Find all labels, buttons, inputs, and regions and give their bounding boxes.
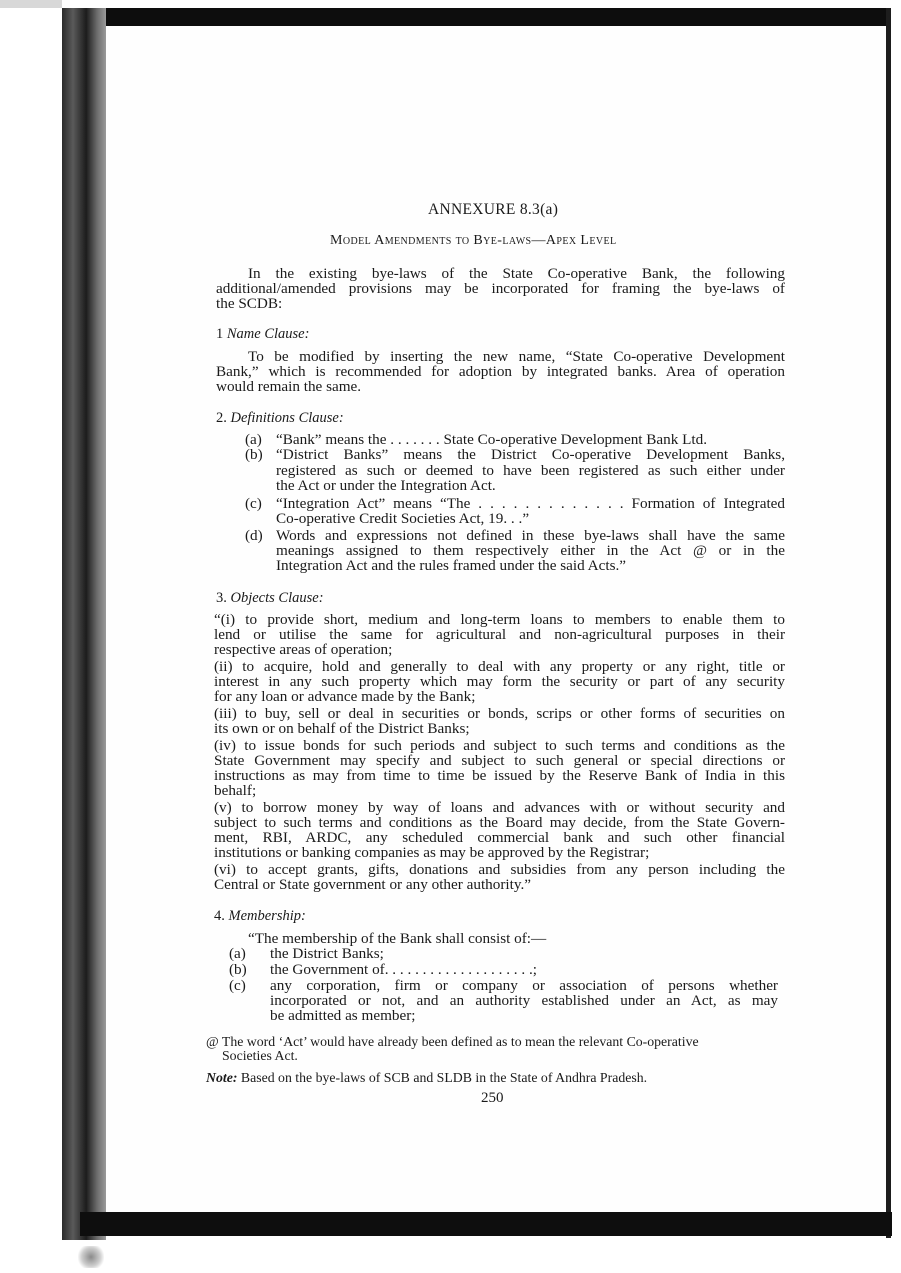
item-label: (a)	[245, 431, 262, 448]
scan-smudge	[78, 1246, 104, 1268]
section-heading: 4. Membership:	[214, 908, 306, 924]
objects-line: “(i) to provide short, medium and long-term loans to members to enable them to	[214, 611, 785, 628]
objects-line: institutions or banking companies as may be approved by the Registrar;	[214, 844, 650, 861]
objects-line: ment, RBI, ARDC, any scheduled commercial bank and such other financial	[214, 829, 785, 846]
item-line: Co-operative Credit Societies Act, 19. . .”	[276, 510, 530, 527]
objects-line: Central or State government or any other authority.”	[214, 876, 532, 893]
item-line: the Act or under the Integration Act.	[276, 477, 496, 494]
section-heading: 3. Objects Clause:	[216, 590, 324, 606]
footnote-at: @ The word ‘Act’ would have already been defined as to mean the relevant Co-operative	[206, 1034, 699, 1049]
section-line: would remain the same.	[216, 378, 362, 395]
objects-line: (ii) to acquire, hold and generally to deal with any property or any right, title or	[214, 658, 785, 675]
item-label: (d)	[245, 527, 263, 544]
section-line: Bank,” which is recommended for adoption by integrated banks. Area of operation	[216, 363, 785, 380]
page-number: 250	[481, 1090, 504, 1106]
footnote-at: Societies Act.	[222, 1048, 298, 1063]
objects-line: (v) to borrow money by way of loans and advances with or without security and	[214, 799, 785, 816]
item-line: “Integration Act” means “The . . . . . . . . . . . . . Formation of Integrated	[276, 495, 785, 512]
scan-border-right	[886, 8, 891, 1238]
item-line: the Government of. . . . . . . . . . . . . . . . . . . .;	[270, 961, 538, 978]
scan-border-bottom	[80, 1212, 892, 1236]
objects-line: State Government may specify and subject to such general or special directions or	[214, 752, 785, 769]
intro-line: In the existing bye-laws of the State Co-operative Bank, the following	[248, 265, 785, 282]
section-heading: 2. Definitions Clause:	[216, 410, 344, 426]
item-line: meanings assigned to them respectively either in the Act @ or in the	[276, 542, 785, 559]
document-subtitle: Model Amendments to Bye-laws—Apex Level	[330, 233, 617, 248]
item-line: Integration Act and the rules framed under the said Acts.”	[276, 557, 627, 574]
item-label: (c)	[245, 495, 262, 512]
intro-line: additional/amended provisions may be incorporated for framing the bye-laws of	[216, 280, 785, 297]
scan-border-top	[70, 8, 890, 26]
item-line: incorporated or not, and an authority established under an Act, as may	[270, 992, 778, 1009]
book-spine-shadow	[62, 8, 106, 1240]
item-label: (b)	[229, 961, 247, 978]
item-line: any corporation, firm or company or association of persons whether	[270, 977, 778, 994]
objects-line: (iv) to issue bonds for such periods and subject to such terms and conditions as the	[214, 737, 785, 754]
objects-line: interest in any such property which may form the security or part of any security	[214, 673, 785, 690]
objects-line: instructions as may from time to time be issued by the Reserve Bank of India in this	[214, 767, 785, 784]
objects-line: behalf;	[214, 782, 257, 799]
objects-line: (vi) to accept grants, gifts, donations and subsidies from any person including the	[214, 861, 785, 878]
objects-line: its own or on behalf of the District Banks;	[214, 720, 470, 737]
scan-edge	[0, 0, 62, 8]
item-line: registered as such or deemed to have been registered as such either under	[276, 462, 785, 479]
objects-line: (iii) to buy, sell or deal in securities or bonds, scrips or other forms of securities on	[214, 705, 785, 722]
item-label: (c)	[229, 977, 246, 994]
objects-line: lend or utilise the same for agricultural and non-agricultural purposes in their	[214, 626, 785, 643]
note-line: Note: Based on the bye-laws of SCB and SLDB in the State of Andhra Pradesh.	[206, 1070, 648, 1085]
objects-line: for any loan or advance made by the Bank;	[214, 688, 476, 705]
objects-line: respective areas of operation;	[214, 641, 393, 658]
annexure-title: ANNEXURE 8.3(a)	[428, 201, 559, 218]
item-line: the District Banks;	[270, 945, 384, 962]
item-line: be admitted as member;	[270, 1007, 416, 1024]
item-label: (a)	[229, 945, 246, 962]
section-line: To be modified by inserting the new name, “State Co-operative Development	[248, 348, 785, 365]
item-line: “District Banks” means the District Co-operative Development Banks,	[276, 446, 785, 463]
item-label: (b)	[245, 446, 263, 463]
intro-line: the SCDB:	[216, 295, 283, 312]
section-heading: 1 Name Clause:	[216, 326, 310, 342]
membership-intro: “The membership of the Bank shall consist of:—	[248, 930, 547, 947]
objects-line: subject to such terms and conditions as the Board may decide, from the State Govern-	[214, 814, 785, 831]
item-line: Words and expressions not defined in these bye-laws shall have the same	[276, 527, 785, 544]
item-line: “Bank” means the . . . . . . . State Co-operative Development Bank Ltd.	[276, 431, 708, 448]
